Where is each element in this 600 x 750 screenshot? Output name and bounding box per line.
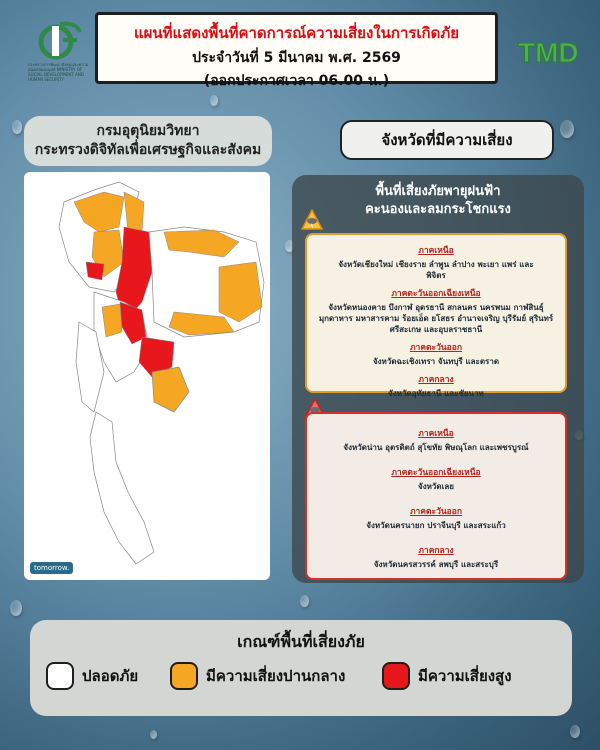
thailand-map — [24, 172, 270, 580]
tmd-logo — [516, 30, 586, 70]
provinces-title: จังหวัดที่มีความเสี่ยง — [340, 120, 554, 160]
raindrop — [12, 120, 22, 134]
region-title: ภาคเหนือ — [418, 429, 454, 439]
legend-title: เกณฑ์พื้นที่เสี่ยงภัย — [237, 632, 365, 651]
raindrop — [210, 95, 218, 106]
legend-label: ปลอดภัย — [82, 667, 139, 685]
legend-swatch-medium — [170, 662, 198, 690]
raindrop — [10, 600, 22, 616]
ministry-name: กระทรวงดิจิทัลเพื่อเศรษฐกิจและสังคม — [34, 142, 262, 158]
map-region-east — [152, 367, 189, 412]
region-provinces: จังหวัดฉะเชิงเทรา จันทบุรี และตราด — [372, 357, 500, 366]
ministry-logo — [22, 18, 98, 82]
raindrop — [300, 595, 309, 607]
region-title: ภาคกลาง — [418, 375, 454, 385]
region-title: ภาคกลาง — [418, 546, 454, 556]
region-title: ภาคตะวันออกเฉียงเหนือ — [391, 289, 481, 299]
risk-map — [24, 172, 270, 580]
hazard-title-line1: พื้นที่เสี่ยงภัยพายุฝนฟ้า — [375, 184, 501, 199]
tmd-logo-text: TMD — [518, 37, 579, 68]
map-region-south — [90, 412, 154, 564]
raindrop — [560, 120, 574, 138]
map-risk-high-area — [86, 262, 104, 280]
region-provinces: จังหวัดนครสวรรค์ ลพบุรี และสระบุรี — [373, 560, 499, 569]
legend-label: มีความเสี่ยงสูง — [418, 667, 512, 685]
legend-swatch-safe — [46, 662, 74, 690]
department-box — [24, 116, 272, 166]
region-provinces: จังหวัดนครนายก ปราจีนบุรี และสระแก้ว — [366, 521, 506, 530]
department-name: กรมอุตุนิยมวิทยา — [96, 123, 200, 139]
legend-item-safe — [46, 662, 138, 690]
ministry-caption: กระทรวงการพัฒนาสังคมและความมั่นคงของมนุษย์ MINISTRY OF SOCIAL DEVELOPMENT AND HUMAN SECURITY — [28, 62, 89, 82]
page-title: แผนที่แสดงพื้นที่คาดการณ์ความเสี่ยงในการเกิดภัย — [133, 24, 460, 42]
legend-swatch-high — [382, 662, 410, 690]
region-provinces: จังหวัดเชียงใหม่ เชียงราย ลำพูน ลำปาง พะเยา แพร่ และพิจิตร — [338, 260, 534, 280]
region-title: ภาคตะวันออกเฉียงเหนือ — [391, 468, 481, 478]
legend-item-high — [382, 662, 512, 690]
risk-legend — [30, 620, 572, 716]
header-title-box — [95, 12, 498, 89]
legend-item-medium — [170, 662, 345, 690]
region-provinces: จังหวัดเลย — [418, 482, 454, 491]
raindrop — [150, 730, 157, 739]
hazard-title-line2: คะนองและลมกระโชกแรง — [365, 202, 511, 217]
region-title: ภาคเหนือ — [418, 246, 454, 256]
storm-warning-icon — [301, 209, 323, 231]
medium-risk-card — [305, 233, 567, 398]
issue-time: (ออกประกาศเวลา 06.00 น.) — [203, 73, 390, 89]
raindrop — [570, 725, 580, 738]
legend-label: มีความเสี่ยงปานกลาง — [206, 667, 346, 685]
region-title: ภาคตะวันออก — [409, 343, 463, 353]
high-risk-card — [305, 412, 567, 580]
region-title: ภาคตะวันออก — [409, 507, 463, 517]
region-provinces: จังหวัดหนองคาย บึงกาฬ อุดรธานี สกลนคร นครพนม กาฬสินธุ์ มุกดาหาร มหาสารคาม ร้อยเอ็ด ยโสธร อำนาจเจริญ บุรีรัมย์ สุรินทร์ ศรีสะเกษ และอุบลราชธานี — [318, 303, 554, 334]
map-credit: tomorrow. — [30, 562, 73, 574]
region-provinces: จังหวัดน่าน อุตรดิตถ์ สุโขทัย พิษณุโลก และเพชรบูรณ์ — [343, 443, 529, 452]
forecast-date: ประจำวันที่ 5 มีนาคม พ.ศ. 2569 — [192, 50, 401, 66]
region-provinces: จังหวัดอุทัยธานี และชัยนาท — [388, 389, 484, 398]
